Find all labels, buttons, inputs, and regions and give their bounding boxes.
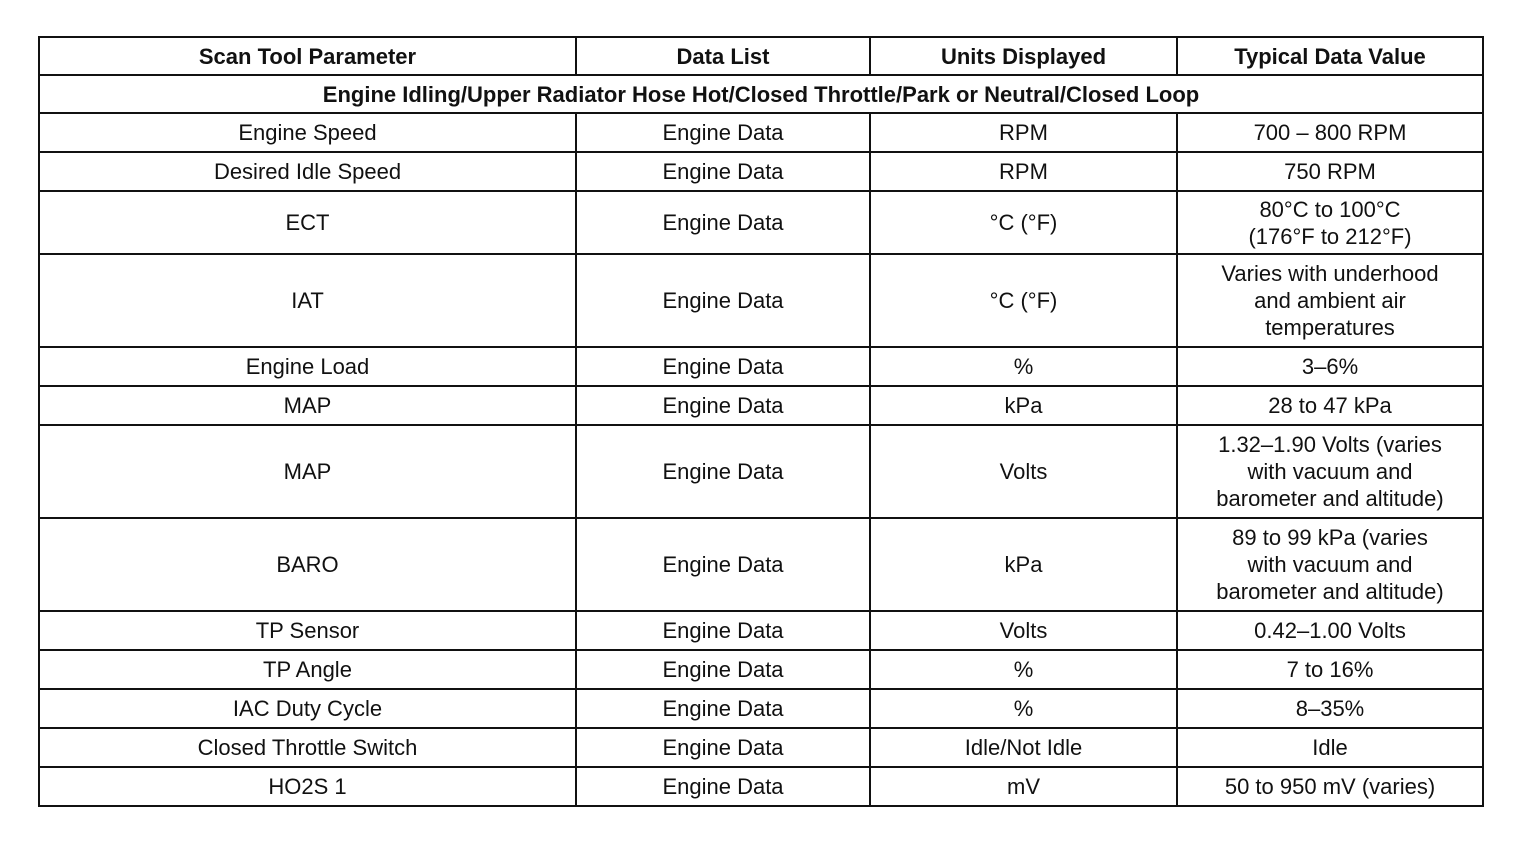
param-cell: TP Angle <box>39 650 576 689</box>
table-row <box>39 113 1483 152</box>
param-cell: Desired Idle Speed <box>39 152 576 191</box>
param-cell: BARO <box>39 518 576 611</box>
value-cell: Idle <box>1177 728 1483 767</box>
units-cell: % <box>870 689 1177 728</box>
table-row <box>39 152 1483 191</box>
value-cell: 28 to 47 kPa <box>1177 386 1483 425</box>
param-cell: ECT <box>39 191 576 254</box>
value-cell: 8–35% <box>1177 689 1483 728</box>
data-list-cell: Engine Data <box>576 728 870 767</box>
param-cell: HO2S 1 <box>39 767 576 806</box>
value-cell: 7 to 16% <box>1177 650 1483 689</box>
units-cell: % <box>870 650 1177 689</box>
data-list-cell: Engine Data <box>576 254 870 347</box>
header-typical-data-value: Typical Data Value <box>1177 37 1483 75</box>
data-list-cell: Engine Data <box>576 347 870 386</box>
value-cell: 50 to 950 mV (varies) <box>1177 767 1483 806</box>
table-row <box>39 254 1483 347</box>
units-cell: °C (°F) <box>870 191 1177 254</box>
units-cell: Volts <box>870 425 1177 518</box>
units-cell: % <box>870 347 1177 386</box>
value-cell: 80°C to 100°C (176°F to 212°F) <box>1177 191 1483 254</box>
value-cell: 89 to 99 kPa (varies with vacuum and barometer and altitude) <box>1177 518 1483 611</box>
value-cell: 700 – 800 RPM <box>1177 113 1483 152</box>
param-cell: Closed Throttle Switch <box>39 728 576 767</box>
data-list-cell: Engine Data <box>576 386 870 425</box>
data-list-cell: Engine Data <box>576 113 870 152</box>
data-list-cell: Engine Data <box>576 152 870 191</box>
value-cell: 3–6% <box>1177 347 1483 386</box>
data-list-cell: Engine Data <box>576 767 870 806</box>
data-list-cell: Engine Data <box>576 518 870 611</box>
data-list-cell: Engine Data <box>576 650 870 689</box>
table-row <box>39 347 1483 386</box>
param-cell: IAC Duty Cycle <box>39 689 576 728</box>
condition-text: Engine Idling/Upper Radiator Hose Hot/Closed Throttle/Park or Neutral/Closed Loop <box>39 75 1483 113</box>
param-cell: Engine Load <box>39 347 576 386</box>
header-units-displayed: Units Displayed <box>870 37 1177 75</box>
table-row <box>39 650 1483 689</box>
scan-tool-data-table <box>38 36 1482 807</box>
param-cell: MAP <box>39 386 576 425</box>
units-cell: Idle/Not Idle <box>870 728 1177 767</box>
data-table <box>38 36 1484 807</box>
data-list-cell: Engine Data <box>576 191 870 254</box>
table-row <box>39 689 1483 728</box>
header-data-list: Data List <box>576 37 870 75</box>
units-cell: Volts <box>870 611 1177 650</box>
table-row <box>39 728 1483 767</box>
data-list-cell: Engine Data <box>576 611 870 650</box>
table-row <box>39 425 1483 518</box>
table-row <box>39 386 1483 425</box>
value-cell: 750 RPM <box>1177 152 1483 191</box>
value-cell: 1.32–1.90 Volts (varies with vacuum and barometer and altitude) <box>1177 425 1483 518</box>
units-cell: kPa <box>870 386 1177 425</box>
units-cell: mV <box>870 767 1177 806</box>
table-row <box>39 518 1483 611</box>
param-cell: TP Sensor <box>39 611 576 650</box>
data-list-cell: Engine Data <box>576 689 870 728</box>
value-cell: 0.42–1.00 Volts <box>1177 611 1483 650</box>
table-row <box>39 191 1483 254</box>
units-cell: RPM <box>870 152 1177 191</box>
param-cell: MAP <box>39 425 576 518</box>
param-cell: IAT <box>39 254 576 347</box>
param-cell: Engine Speed <box>39 113 576 152</box>
units-cell: °C (°F) <box>870 254 1177 347</box>
units-cell: kPa <box>870 518 1177 611</box>
header-scan-tool-parameter: Scan Tool Parameter <box>39 37 576 75</box>
table-row <box>39 611 1483 650</box>
value-cell: Varies with underhood and ambient air temperatures <box>1177 254 1483 347</box>
header-row <box>39 37 1483 75</box>
units-cell: RPM <box>870 113 1177 152</box>
data-list-cell: Engine Data <box>576 425 870 518</box>
condition-row <box>39 75 1483 113</box>
table-row <box>39 767 1483 806</box>
